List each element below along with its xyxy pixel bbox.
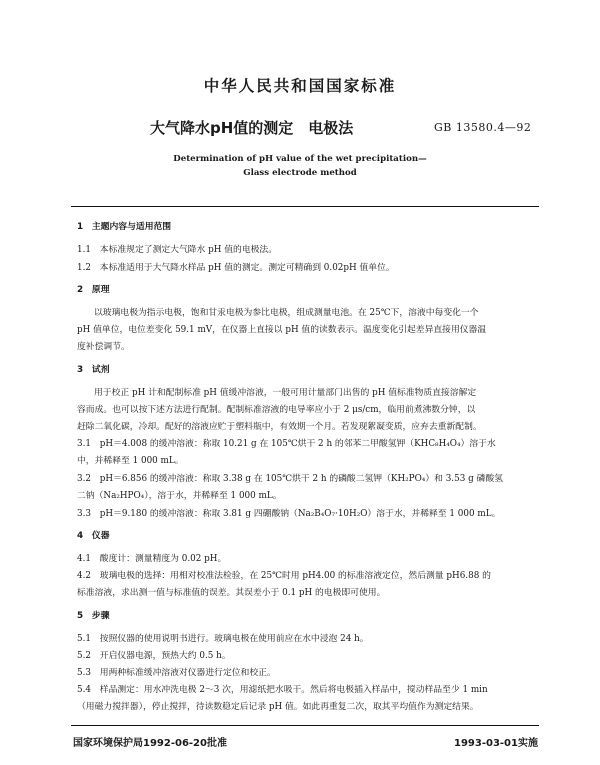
bottom-divider	[71, 725, 539, 726]
paragraph-5-3: 5.3 用两种标准缓冲溶液对仪器进行定位和校正。	[77, 668, 276, 678]
paragraph-4-2-line2: 标准溶液，求出测一值与标准值的误差。其误差小于 0.1 pH 的电极即可使用。	[77, 588, 386, 598]
paragraph-5-4-line2: （用磁力搅拌器），停止搅拌，待读数稳定后记录 pH 值。如此再重复二次，取其平均值作为测定结果。	[77, 702, 479, 712]
paragraph-3-2-line2: 二钠（Na₂HPO₄），溶于水，并稀释至 1 000 mL。	[77, 491, 282, 501]
section-heading-scope: 1 主题内容与适用范围	[77, 222, 172, 232]
principle-line1: 以玻璃电极为指示电极，饱和甘汞电极为参比电极，组成测量电池。在 25℃下，溶液中每变化一个	[94, 308, 479, 318]
paragraph-3-2-line1: 3.2 pH＝6.856 的缓冲溶液：称取 3.38 g 在 105℃烘干 2 h 的磷酸二氢钾（KH₂PO₄）和 3.53 g 磷酸氢	[77, 474, 503, 484]
principle-line3: 度补偿调节。	[77, 342, 130, 352]
paragraph-4-2-line1: 4.2 玻璃电极的选择：用相对校准法检验，在 25℃时用 pH4.00 的标准溶液定位，然后测量 pH6.88 的	[77, 571, 491, 581]
reagents-intro-line3: 赶除二氧化碳，冷却。配好的溶液应贮于塑料瓶中，有效期一个月。若发现絮凝变质，应弃去重新配制。	[77, 422, 482, 432]
paragraph-5-2: 5.2 开启仪器电源，预热大约 0.5 h。	[77, 651, 231, 661]
paragraph-5-4-line1: 5.4 样品测定：用水冲洗电极 2～3 次，用滤纸把水吸干。然后将电极插入样品中，搅动样品至少 1 min	[77, 685, 488, 695]
english-title-line1: Determination of pH value of the wet precipitation—	[173, 154, 427, 164]
paragraph-3-1-line2: 中，并稀释至 1 000 mL。	[77, 456, 184, 466]
paragraph-1-1: 1.1 本标准规定了测定大气降水 pH 值的电极法。	[77, 245, 278, 255]
paragraph-1-2: 1.2 本标准适用于大气降水样品 pH 值的测定。测定可精确到 0.02pH 值单位。	[77, 263, 395, 273]
implementation-date: 1993-03-01实施	[454, 738, 538, 749]
document-title: 大气降水pH值的测定 电极法	[150, 119, 354, 137]
section-heading-reagents: 3 试剂	[77, 365, 110, 375]
section-heading-principle: 2 原理	[77, 285, 110, 295]
top-divider	[71, 206, 539, 207]
reagents-intro-line2: 容而成。也可以按下述方法进行配制。配制标准溶液的电导率应小于 2 μs/cm，临用前煮沸数分钟，以	[77, 405, 476, 415]
english-title-line2: Glass electrode method	[243, 168, 357, 178]
paragraph-4-1: 4.1 酸度计：测量精度为 0.02 pH。	[77, 554, 227, 564]
principle-line2: pH 值单位，电位差变化 59.1 mV，在仪器上直接以 pH 值的读数表示。温度变化引起差异直接用仪器温	[77, 325, 487, 335]
reagents-intro-line1: 用于校正 pH 计和配制标准 pH 值缓冲溶液，一般可用计量部门出售的 pH 值标准物质直接溶解定	[94, 388, 477, 398]
standard-code: GB 13580.4—92	[434, 121, 532, 134]
section-heading-procedure: 5 步骤	[77, 611, 110, 621]
approval-note: 国家环境保护局1992-06-20批准	[73, 738, 227, 749]
section-heading-apparatus: 4 仪器	[77, 531, 110, 541]
paragraph-5-1: 5.1 按照仪器的使用说明书进行。玻璃电极在使用前应在水中浸泡 24 h。	[77, 634, 369, 644]
paragraph-3-3: 3.3 pH＝9.180 的缓冲溶液：称取 3.81 g 四硼酸钠（Na₂B₄O₇·10H₂O）溶于水，并稀释至 1 000 mL。	[77, 509, 501, 519]
paragraph-3-1-line1: 3.1 pH＝4.008 的缓冲溶液：称取 10.21 g 在 105℃烘干 2 h 的邻苯二甲酸氢钾（KHC₈H₄O₄）溶于水	[77, 439, 496, 449]
national-standard-label: 中华人民共和国国家标准	[203, 77, 397, 95]
